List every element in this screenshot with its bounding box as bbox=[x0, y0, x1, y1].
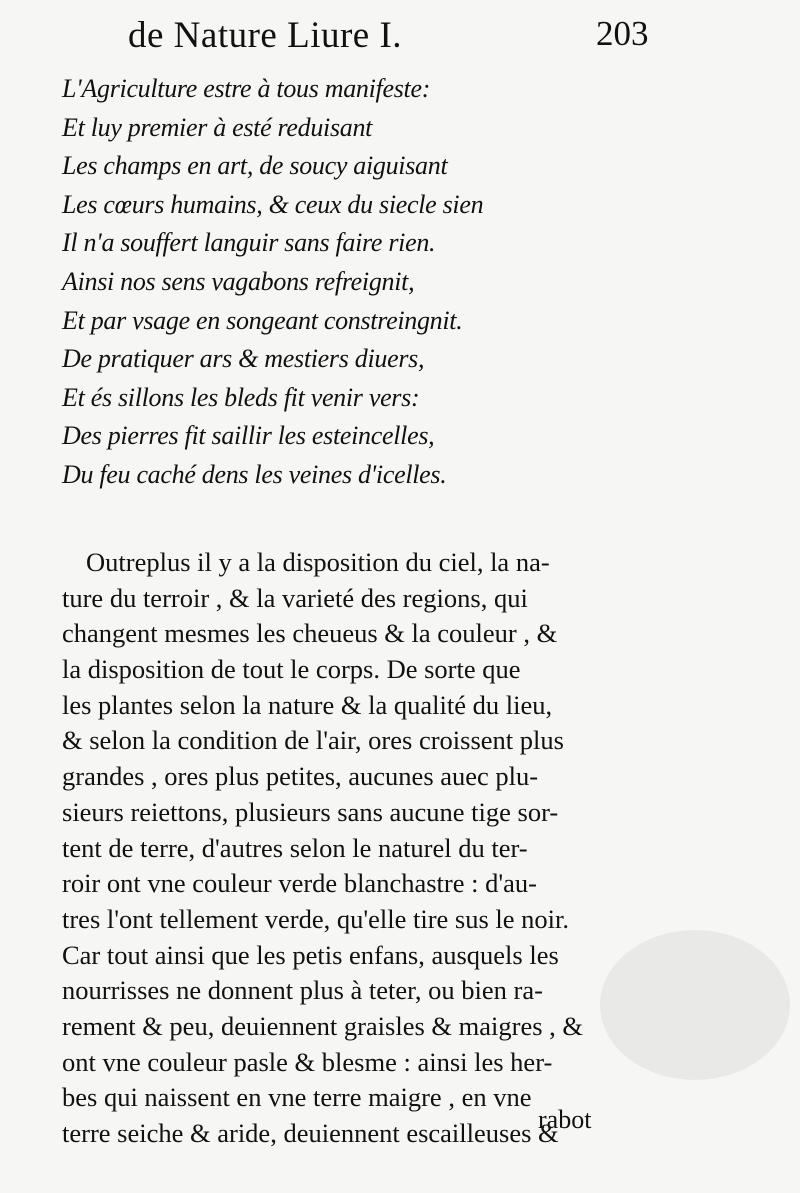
verse-line: Du feu caché dens les veines d'icelles. bbox=[62, 459, 447, 489]
paper-stain bbox=[600, 930, 790, 1080]
prose-line: sieurs reiettons, plusieurs sans aucune tige sor- bbox=[62, 796, 559, 827]
prose-line: nourrisses ne donnent plus à teter, ou bien ra- bbox=[62, 975, 543, 1006]
prose-line: rement & peu, deuiennent graisles & maigres , & bbox=[62, 1010, 584, 1041]
prose-line: & selon la condition de l'air, ores croissent plus bbox=[62, 725, 564, 756]
prose-line: bes qui naissent en vne terre maigre , en vne bbox=[62, 1082, 532, 1113]
verse-line: De pratiquer ars & mestiers diuers, bbox=[62, 344, 425, 374]
prose-line: ont vne couleur pasle & blesme : ainsi les her- bbox=[62, 1046, 553, 1077]
prose-line: changent mesmes les cheueus & la couleur , & bbox=[62, 618, 558, 649]
verse-line: Et par vsage en songeant constreingnit. bbox=[62, 305, 463, 335]
prose-line: la disposition de tout le corps. De sorte que bbox=[62, 654, 521, 685]
prose-line: ture du terroir , & la varieté des regions, qui bbox=[62, 582, 528, 613]
verse-line: Des pierres fit saillir les esteincelles, bbox=[62, 421, 435, 451]
verse-line: Et luy premier à esté reduisant bbox=[62, 112, 373, 142]
verse-line: L'Agriculture estre à tous manifeste: bbox=[62, 74, 431, 103]
prose-line: grandes , ores plus petites, aucunes auec plu- bbox=[62, 761, 539, 792]
prose-line: Outreplus il y a la disposition du ciel, la na- bbox=[86, 547, 550, 577]
verse-line: Les cœurs humains, & ceux du siecle sien bbox=[62, 189, 484, 219]
verse-block bbox=[62, 70, 582, 495]
prose-line: les plantes selon la nature & la qualité du lieu, bbox=[62, 689, 553, 720]
page-number: 203 bbox=[596, 14, 649, 53]
verse-line: Les champs en art, de soucy aiguisant bbox=[62, 151, 448, 181]
prose-line: roir ont vne couleur verde blanchastre : d'au- bbox=[62, 868, 537, 899]
prose-line: Car tout ainsi que les petis enfans, ausquels les bbox=[62, 939, 559, 970]
prose-line: tent de terre, d'autres selon le naturel du ter- bbox=[62, 832, 528, 863]
running-head bbox=[128, 14, 668, 62]
prose-line: tres l'ont tellement verde, qu'elle tire sus le noir. bbox=[62, 903, 570, 934]
verse-line: Et és sillons les bleds fit venir vers: bbox=[62, 382, 420, 412]
running-title: de Nature Liure I. bbox=[128, 15, 403, 56]
verse-line: Ainsi nos sens vagabons refreignit, bbox=[62, 266, 415, 296]
catchword: rabot bbox=[538, 1105, 592, 1134]
prose-line: terre seiche & aride, deuiennent escailleuses & bbox=[62, 1118, 559, 1148]
prose-paragraph bbox=[62, 545, 622, 1152]
verse-line: Il n'a souffert languir sans faire rien. bbox=[62, 228, 436, 258]
